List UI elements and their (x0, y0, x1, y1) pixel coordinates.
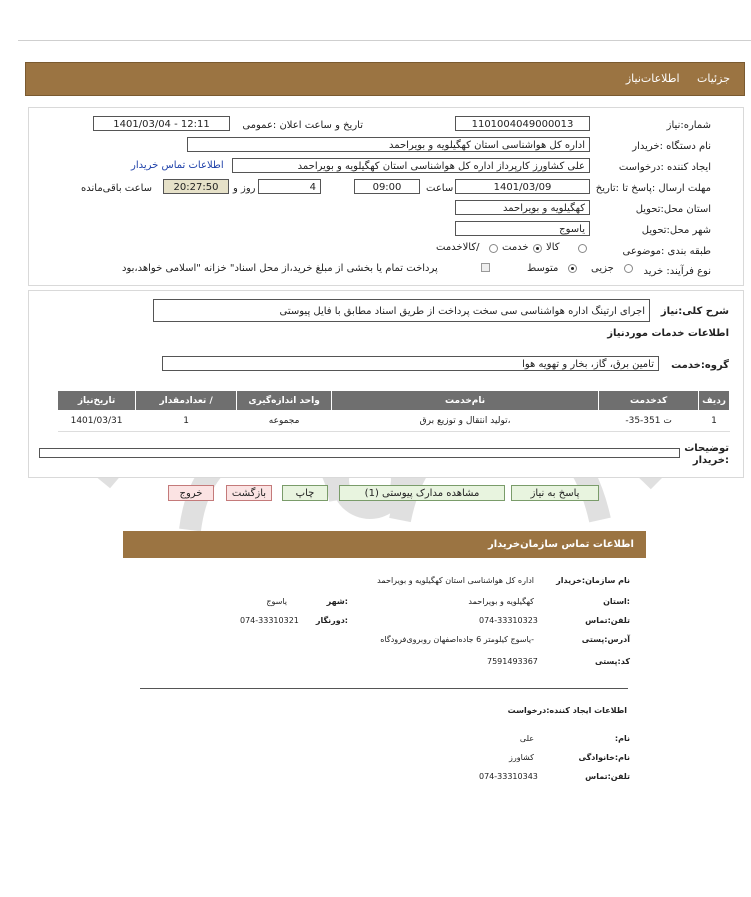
creator-field: علی کشاورز کارپرداز اداره کل هواشناسی استان کهگیلویه و بویراحمد (232, 158, 590, 173)
services-table-wrapper (57, 390, 730, 432)
breadcrumb-current[interactable]: اطلاعات‌نیاز (625, 72, 680, 85)
contact-phone-label: تلفن:تماس (585, 616, 630, 625)
category-radio-goods-service[interactable] (489, 244, 498, 253)
contact-city-value: یاسوج (266, 597, 287, 606)
table-header-row (58, 391, 730, 411)
cell-code: ت 351-35- (599, 411, 699, 432)
top-divider (18, 40, 751, 41)
need-number-field: 1101004049000013 (455, 116, 590, 131)
creator-last-name-label: نام:خانوادگی (578, 753, 630, 762)
creator-last-name-value: کشاورز (509, 753, 534, 762)
creator-phone-label: تلفن:تماس (585, 772, 630, 781)
contact-fax-value: 074-33310321 (240, 616, 299, 625)
th-row: ردیف (699, 391, 730, 411)
summary-field: اجرای ارتینگ اداره هواشناسی سی سخت پرداخت از طریق اسناد مطابق با فایل پیوستی (153, 299, 650, 322)
process-label: نوع فرآیند: خرید (643, 266, 711, 277)
announce-field: 1401/03/04 - 12:11 (93, 116, 230, 131)
th-unit: واحد اندازه‌گیری (237, 391, 332, 411)
cell-qty: 1 (136, 411, 237, 432)
cell-row: 1 (699, 411, 730, 432)
days-label: روز و (233, 183, 256, 194)
category-radio-goods[interactable] (578, 244, 587, 253)
city-label: شهر محل:تحویل (641, 225, 711, 236)
summary-label: شرح کلی:نیاز (660, 306, 729, 317)
deadline-time-field: 09:00 (354, 179, 420, 194)
table-row (58, 411, 730, 432)
reply-button[interactable]: پاسخ به نیاز (511, 485, 599, 501)
print-button[interactable]: چاپ (282, 485, 328, 501)
exit-button[interactable]: خروج (168, 485, 214, 501)
category-option-service: خدمت (502, 242, 529, 253)
creator-phone-value: 074-33310343 (479, 772, 538, 781)
creator-label: ایجاد کننده :درخواست (618, 162, 711, 173)
buyer-org-label: نام دستگاه :خریدار (632, 141, 711, 152)
contact-province-label: :استان (603, 597, 630, 606)
time-label: ساعت (426, 183, 454, 194)
contact-postal-value: 7591493367 (487, 657, 538, 666)
contact-org-value: اداره کل هواشناسی استان کهگیلویه و بویراحمد (377, 576, 534, 585)
category-radio-service[interactable] (533, 244, 542, 253)
cell-unit: مجموعه (237, 411, 332, 432)
creator-first-name-label: نام: (614, 734, 630, 743)
buyer-contact-link[interactable]: اطلاعات تماس خریدار (131, 160, 224, 171)
buyer-notes-field (39, 448, 680, 458)
remaining-time-field: 20:27:50 (163, 179, 229, 194)
th-code: کدخدمت (599, 391, 699, 411)
th-qty: / تعدادمقدار (136, 391, 237, 411)
remaining-label: ساعت باقی‌مانده (81, 183, 153, 194)
contact-address-label: آدرس:پستی (581, 635, 630, 644)
group-field: تامین برق، گاز، بخار و تهویه هوا (162, 356, 659, 371)
need-number-label: شماره:نیاز (666, 120, 711, 131)
category-option-goods: کالا (546, 242, 560, 253)
process-option-medium: متوسط (527, 263, 559, 274)
process-option-minor: جزیی (591, 263, 614, 274)
contact-city-label: :شهر (326, 597, 348, 606)
province-label: استان محل:تحویل (635, 204, 711, 215)
announce-label: تاریخ و ساعت اعلان :عمومی (242, 120, 363, 131)
province-field: کهگیلویه و بویراحمد (455, 200, 590, 215)
contact-postal-label: کد:پستی (595, 657, 630, 666)
category-label: طبقه بندی :موضوعی (622, 246, 711, 257)
services-table (57, 390, 730, 432)
creator-info-title: اطلاعات ایجاد کننده:درخواست (507, 706, 627, 715)
th-date: تاریخ‌نیاز (58, 391, 136, 411)
category-option-goods-service: /کالاخدمت (436, 242, 480, 253)
process-radio-minor[interactable] (624, 264, 633, 273)
deadline-date-field: 1401/03/09 (455, 179, 590, 194)
city-field: یاسوج (455, 221, 590, 236)
days-field: 4 (258, 179, 321, 194)
contact-phone-value: 074-33310323 (479, 616, 538, 625)
creator-first-name-value: علی (519, 734, 534, 743)
deadline-label: مهلت ارسال :پاسخ تا :تاریخ (595, 183, 711, 194)
cell-name: ،تولید انتقال و توزیع برق (332, 411, 599, 432)
services-title: اطلاعات خدمات موردنیاز (607, 328, 729, 339)
breadcrumb (626, 63, 730, 95)
contact-address-value: -یاسوج کیلومتر 6 جاده‌اصفهان روبروی‌فرودگاه (380, 635, 534, 644)
th-name: نام‌خدمت (332, 391, 599, 411)
contact-divider (140, 688, 628, 689)
cell-date: 1401/03/31 (58, 411, 136, 432)
buyer-org-field: اداره کل هواشناسی استان کهگیلویه و بویراحمد (187, 137, 590, 152)
buyer-notes-label: توضیحات :خریدار (684, 443, 729, 466)
contact-header-bar (123, 531, 646, 558)
group-label: گروه:خدمت (671, 360, 729, 371)
page-header-bar (25, 62, 745, 96)
view-attachments-button[interactable]: مشاهده مدارک پیوستی (1) (339, 485, 505, 501)
back-button[interactable]: بازگشت (226, 485, 272, 501)
contact-fax-label: :دورنگار (315, 616, 348, 625)
payment-text: پرداخت تمام یا بخشی از مبلغ خرید،از محل اسناد" خزانه "اسلامی خواهد،بود (122, 263, 438, 274)
need-info-panel (28, 107, 744, 286)
process-radio-medium[interactable] (568, 264, 577, 273)
payment-checkbox[interactable] (481, 263, 490, 272)
contact-title: اطلاعات تماس سازمان‌خریدار (487, 539, 634, 550)
contact-province-value: کهگیلویه و بویراحمد (468, 597, 534, 606)
breadcrumb-home[interactable]: جزئیات (697, 72, 730, 85)
contact-org-label: نام سازمان:خریدار (556, 576, 630, 585)
